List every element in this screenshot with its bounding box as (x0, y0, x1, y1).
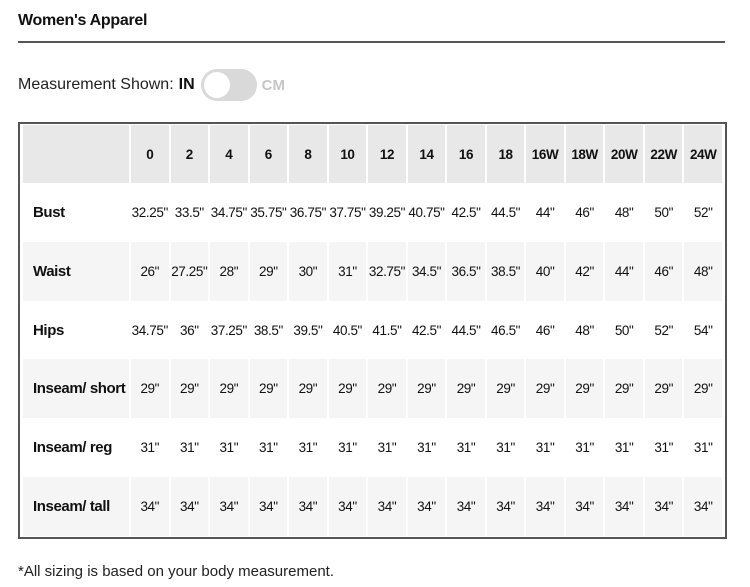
measurement-cell: 46.5" (491, 322, 521, 338)
measurement-cell: 52" (654, 322, 673, 338)
measurement-cell: 33.5" (174, 204, 204, 220)
measurement-row (23, 301, 722, 360)
title-divider (18, 41, 725, 43)
measurement-cell: 52" (693, 204, 713, 220)
unit-in-label[interactable]: IN (178, 76, 195, 93)
page-title: Women's Apparel (18, 12, 148, 29)
measurement-cell: 31" (496, 440, 515, 456)
measurement-cell: 31" (417, 440, 436, 456)
size-header-cell: 14 (408, 125, 446, 183)
measurement-cell: 46" (575, 204, 594, 220)
measurement-row (23, 359, 722, 418)
measurement-cell: 34" (487, 477, 525, 536)
measurement-cell: 34.5" (408, 242, 446, 301)
measurement-cell: 34" (329, 477, 367, 536)
size-header-cell: 20W (605, 125, 643, 183)
row-label: Inseam/ tall (23, 477, 129, 536)
size-header-cell: 16 (447, 125, 485, 183)
measurement-cell: 44" (535, 204, 555, 220)
measurement-cell: 42.5" (411, 322, 442, 338)
measurement-cell: 40" (526, 242, 564, 301)
size-chart-table (18, 122, 727, 539)
measurement-cell: 31" (654, 440, 673, 456)
measurement-cell: 34" (605, 477, 643, 536)
toggle-knob (204, 72, 230, 98)
measurement-cell: 32.25" (131, 204, 168, 220)
measurement-cell: 29" (645, 359, 683, 418)
measurement-cell: 50" (614, 322, 634, 338)
measurement-row (23, 183, 722, 242)
measurement-cell: 28" (210, 242, 248, 301)
measurement-cell: 35.75" (250, 204, 287, 220)
measurement-cell: 29" (171, 359, 209, 418)
measurement-cell: 31" (219, 440, 239, 456)
measurement-cell: 34" (526, 477, 564, 536)
measurement-cell: 29" (566, 359, 604, 418)
measurement-cell: 34.75" (131, 322, 168, 338)
corner-cell (23, 125, 129, 183)
measurement-cell: 29" (526, 359, 564, 418)
measurement-cell: 29" (289, 359, 327, 418)
measurement-cell: 31" (535, 440, 555, 456)
measurement-label: Measurement Shown: (18, 76, 174, 93)
measurement-cell: 36.75" (289, 204, 326, 220)
measurement-cell: 41.5" (372, 322, 402, 338)
measurement-cell: 48" (684, 242, 722, 301)
unit-toggle-switch[interactable] (201, 69, 257, 101)
row-label: Waist (23, 242, 129, 301)
measurement-cell: 46" (535, 322, 555, 338)
measurement-cell: 31" (338, 440, 357, 456)
measurement-cell: 40.75" (408, 204, 445, 220)
measurement-cell: 29" (408, 359, 446, 418)
measurement-cell: 34" (566, 477, 604, 536)
measurement-cell: 31" (575, 440, 594, 456)
unit-cm-label[interactable]: CM (261, 76, 285, 94)
measurement-cell: 37.25" (210, 322, 247, 338)
measurement-cell: 34" (210, 477, 248, 536)
measurement-cell: 44.5" (451, 322, 481, 338)
measurement-cell: 30" (289, 242, 327, 301)
measurement-cell: 29" (447, 359, 485, 418)
size-header-cell: 8 (289, 125, 327, 183)
measurement-unit-control (18, 68, 285, 102)
measurement-cell: 34" (408, 477, 446, 536)
sizing-footnote: *All sizing is based on your body measurement. (18, 563, 334, 580)
measurement-cell: 26" (131, 242, 169, 301)
measurement-cell: 34" (250, 477, 288, 536)
measurement-cell: 34" (645, 477, 683, 536)
measurement-cell: 34" (684, 477, 722, 536)
row-label: Inseam/ short (23, 359, 129, 418)
measurement-cell: 31" (329, 242, 367, 301)
measurement-cell: 38.5" (487, 242, 525, 301)
measurement-cell: 46" (645, 242, 683, 301)
measurement-cell: 36.5" (447, 242, 485, 301)
size-header-row (23, 125, 722, 183)
measurement-cell: 31" (693, 440, 713, 456)
measurement-row (23, 418, 722, 477)
size-header-cell: 18W (566, 125, 604, 183)
size-header-cell: 16W (526, 125, 564, 183)
size-header-cell: 12 (368, 125, 406, 183)
measurement-cell: 34" (131, 477, 169, 536)
measurement-cell: 36" (179, 322, 199, 338)
row-label: Bust (33, 203, 65, 221)
measurement-cell: 29" (131, 359, 169, 418)
measurement-cell: 31" (140, 440, 160, 456)
measurement-cell: 31" (456, 440, 476, 456)
measurement-cell: 32.75" (368, 242, 406, 301)
row-label: Hips (33, 321, 64, 339)
measurement-cell: 29" (329, 359, 367, 418)
measurement-cell: 34" (289, 477, 327, 536)
measurement-cell: 38.5" (253, 322, 283, 338)
size-header-cell: 10 (329, 125, 367, 183)
size-header-cell: 24W (684, 125, 722, 183)
measurement-cell: 31" (259, 440, 278, 456)
measurement-cell: 29" (368, 359, 406, 418)
measurement-cell: 34" (368, 477, 406, 536)
measurement-cell: 48" (614, 204, 634, 220)
size-header-cell: 18 (487, 125, 525, 183)
size-header-cell: 0 (131, 125, 169, 183)
measurement-cell: 34" (447, 477, 485, 536)
measurement-cell: 39.5" (293, 322, 323, 338)
measurement-cell: 54" (693, 322, 713, 338)
measurement-cell: 29" (605, 359, 643, 418)
measurement-cell: 44" (605, 242, 643, 301)
size-header-cell: 22W (645, 125, 683, 183)
measurement-cell: 31" (377, 440, 397, 456)
measurement-cell: 50" (654, 204, 673, 220)
measurement-cell: 34.75" (210, 204, 247, 220)
measurement-cell: 31" (614, 440, 634, 456)
measurement-cell: 31" (179, 440, 199, 456)
measurement-cell: 29" (487, 359, 525, 418)
measurement-row (23, 477, 722, 536)
measurement-cell: 39.25" (368, 204, 406, 220)
measurement-cell: 27.25" (171, 242, 209, 301)
size-header-cell: 4 (210, 125, 248, 183)
measurement-cell: 29" (250, 359, 288, 418)
size-header-cell: 2 (171, 125, 209, 183)
measurement-cell: 34" (171, 477, 209, 536)
measurement-cell: 37.75" (329, 204, 366, 220)
row-label: Inseam/ reg (33, 439, 112, 457)
size-header-cell: 6 (250, 125, 288, 183)
measurement-cell: 42.5" (451, 204, 481, 220)
measurement-cell: 44.5" (491, 204, 521, 220)
measurement-cell: 40.5" (332, 322, 362, 338)
measurement-row (23, 242, 722, 301)
measurement-cell: 29" (210, 359, 248, 418)
measurement-cell: 29" (250, 242, 288, 301)
measurement-cell: 48" (575, 322, 594, 338)
measurement-cell: 29" (684, 359, 722, 418)
measurement-cell: 31" (298, 440, 318, 456)
measurement-cell: 42" (566, 242, 604, 301)
